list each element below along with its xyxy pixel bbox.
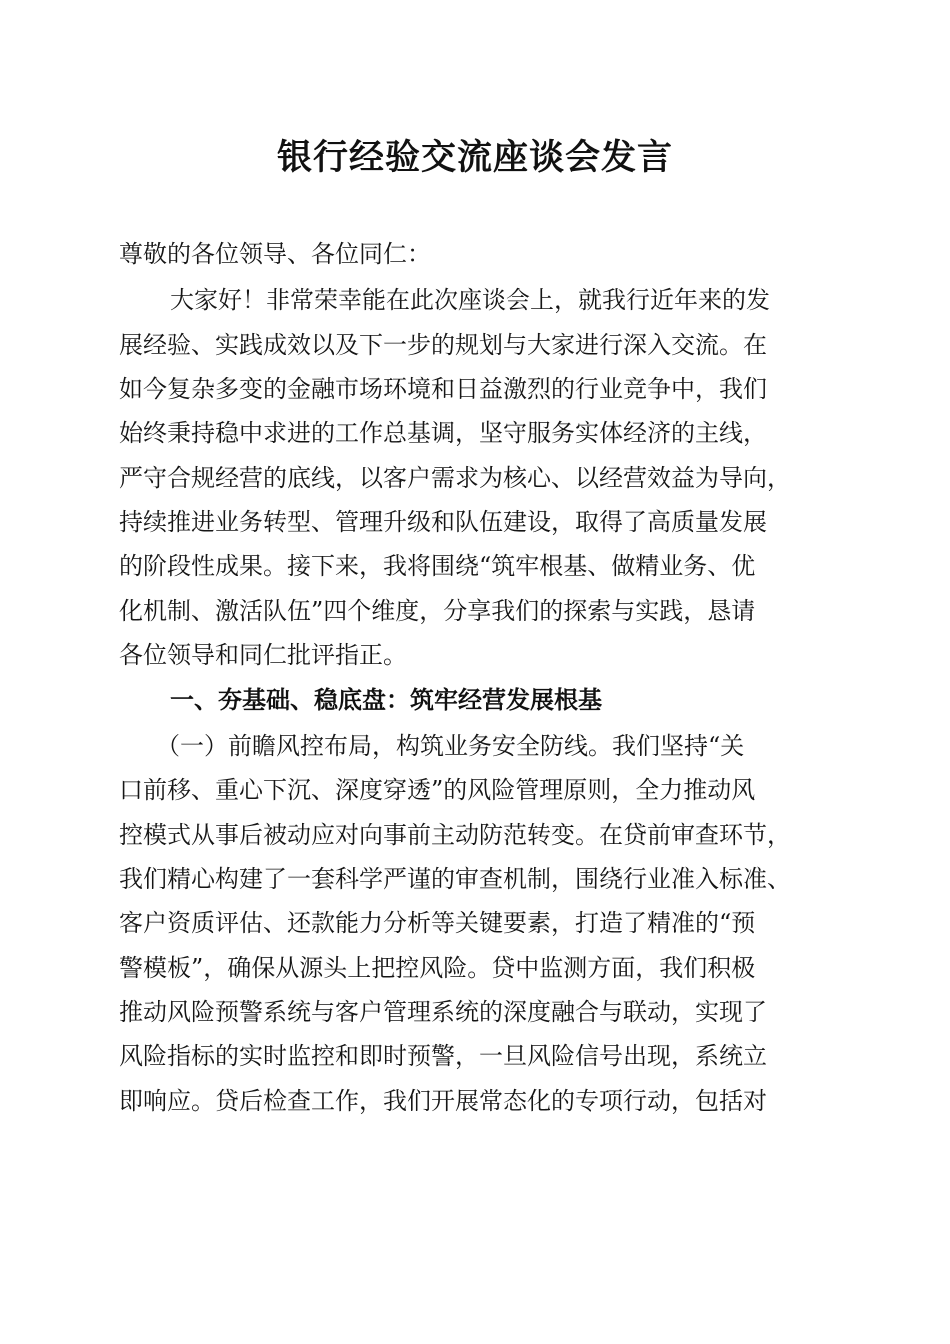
intro-line-7: 的阶段性成果。接下来，我将围绕“筑牢根基、做精业务、优 (119, 552, 756, 580)
section-line-5: 客户资质评估、还款能力分析等关键要素，打造了精准的“预 (119, 909, 756, 937)
intro-line-8: 化机制、激活队伍”四个维度，分享我们的探索与实践，恳请 (119, 597, 756, 625)
section-line-4: 我们精心构建了一套科学严谨的审查机制，围绕行业准入标准、 (119, 865, 791, 893)
section-line-3: 控模式从事后被动应对向事前主动防范转变。在贷前审查环节， (119, 821, 791, 849)
section-heading: 一、夯基础、稳底盘：筑牢经营发展根基 (170, 686, 602, 714)
intro-line-3: 如今复杂多变的金融市场环境和日益激烈的行业竞争中，我们 (119, 375, 767, 403)
section-line-9: 即响应。贷后检查工作，我们开展常态化的专项行动，包括对 (119, 1087, 767, 1115)
intro-line-1: 大家好！非常荣幸能在此次座谈会上，就我行近年来的发 (170, 286, 770, 314)
intro-line-9: 各位领导和同仁批评指正。 (119, 641, 407, 669)
section-line-2: 口前移、重心下沉、深度穿透”的风险管理原则，全力推动风 (119, 776, 756, 804)
intro-line-6: 持续推进业务转型、管理升级和队伍建设，取得了高质量发展 (119, 508, 767, 536)
section-line-8: 风险指标的实时监控和即时预警，一旦风险信号出现，系统立 (119, 1042, 767, 1070)
intro-line-5: 严守合规经营的底线，以客户需求为核心、以经营效益为导向， (119, 464, 791, 492)
document-title: 银行经验交流座谈会发言 (276, 137, 673, 178)
salutation: 尊敬的各位领导、各位同仁： (119, 240, 431, 268)
section-line-1: （一）前瞻风控布局，构筑业务安全防线。我们坚持“关 (156, 732, 745, 760)
section-line-7: 推动风险预警系统与客户管理系统的深度融合与联动，实现了 (119, 998, 767, 1026)
intro-line-2: 展经验、实践成效以及下一步的规划与大家进行深入交流。在 (119, 331, 767, 359)
section-line-6: 警模板”，确保从源头上把控风险。贷中监测方面，我们积极 (119, 954, 756, 982)
intro-line-4: 始终秉持稳中求进的工作总基调，坚守服务实体经济的主线， (119, 419, 767, 447)
